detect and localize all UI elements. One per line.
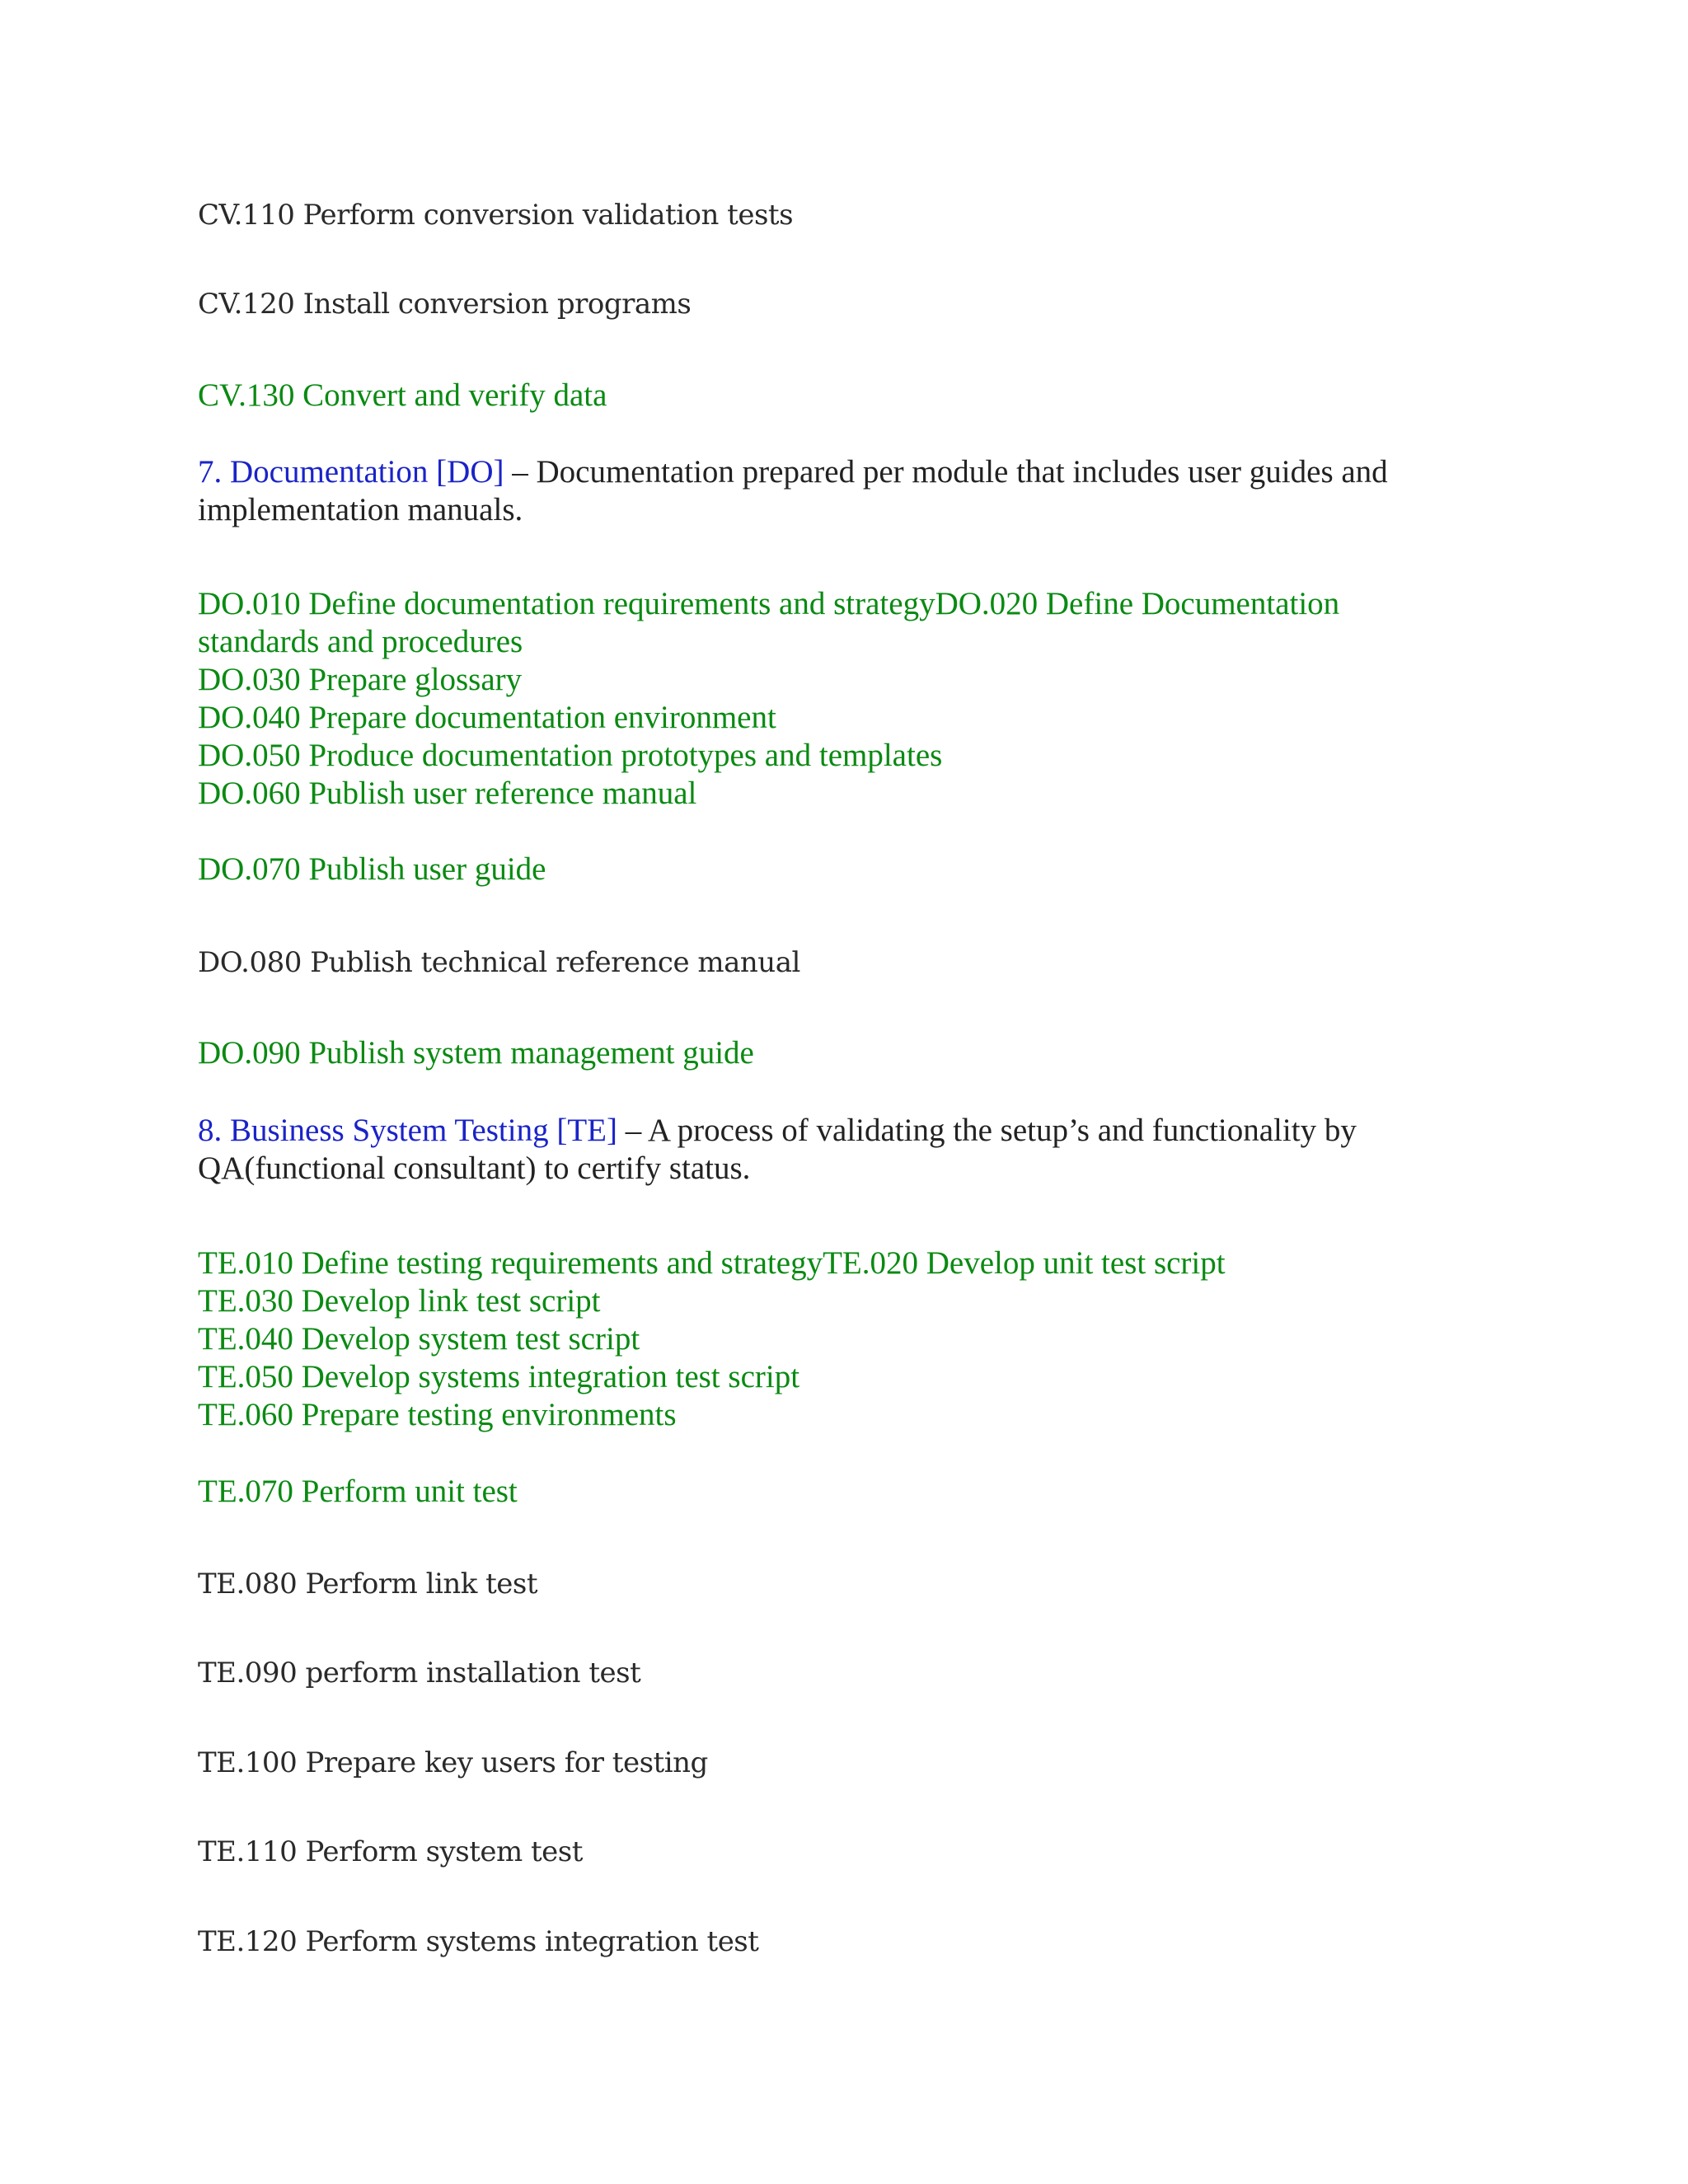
task-te090: TE.090 perform installation test xyxy=(198,1657,641,1690)
task-te050: TE.050 Develop systems integration test script xyxy=(198,1359,800,1394)
documentation-section-header xyxy=(198,453,1388,491)
task-te070: TE.070 Perform unit test xyxy=(198,1474,518,1509)
documentation-description: – Documentation prepared per module that includes user guides and xyxy=(504,454,1388,490)
task-te030: TE.030 Develop link test script xyxy=(198,1283,601,1319)
task-cv130: CV.130 Convert and verify data xyxy=(198,377,607,413)
task-do030: DO.030 Prepare glossary xyxy=(198,662,523,697)
testing-heading: 8. Business System Testing [TE] xyxy=(198,1113,617,1148)
documentation-description-cont: implementation manuals. xyxy=(198,492,523,527)
testing-description-cont: QA(functional consultant) to certify status. xyxy=(198,1151,751,1186)
task-do060: DO.060 Publish user reference manual xyxy=(198,776,697,811)
task-te060: TE.060 Prepare testing environments xyxy=(198,1397,677,1432)
task-do070: DO.070 Publish user guide xyxy=(198,851,546,887)
task-te080: TE.080 Perform link test xyxy=(198,1568,538,1601)
task-do050: DO.050 Produce documentation prototypes and templates xyxy=(198,738,943,773)
task-do020-cont: standards and procedures xyxy=(198,624,523,659)
task-te010-te020: TE.010 Define testing requirements and strategyTE.020 Develop unit test script xyxy=(198,1245,1226,1281)
task-do010-do020: DO.010 Define documentation requirements and strategyDO.020 Define Documentation xyxy=(198,586,1340,621)
testing-description: – A process of validating the setup’s and functionality by xyxy=(617,1113,1357,1148)
task-cv120: CV.120 Install conversion programs xyxy=(198,288,692,321)
task-te040: TE.040 Develop system test script xyxy=(198,1321,640,1357)
task-te110: TE.110 Perform system test xyxy=(198,1835,583,1868)
task-do040: DO.040 Prepare documentation environment xyxy=(198,700,776,735)
task-do090: DO.090 Publish system management guide xyxy=(198,1035,754,1071)
documentation-heading: 7. Documentation [DO] xyxy=(198,454,504,490)
task-do080: DO.080 Publish technical reference manual xyxy=(198,946,800,979)
task-cv110: CV.110 Perform conversion validation tests xyxy=(198,199,794,232)
task-te100: TE.100 Prepare key users for testing xyxy=(198,1746,708,1779)
testing-section-header xyxy=(198,1112,1357,1150)
task-te120: TE.120 Perform systems integration test xyxy=(198,1925,759,1958)
